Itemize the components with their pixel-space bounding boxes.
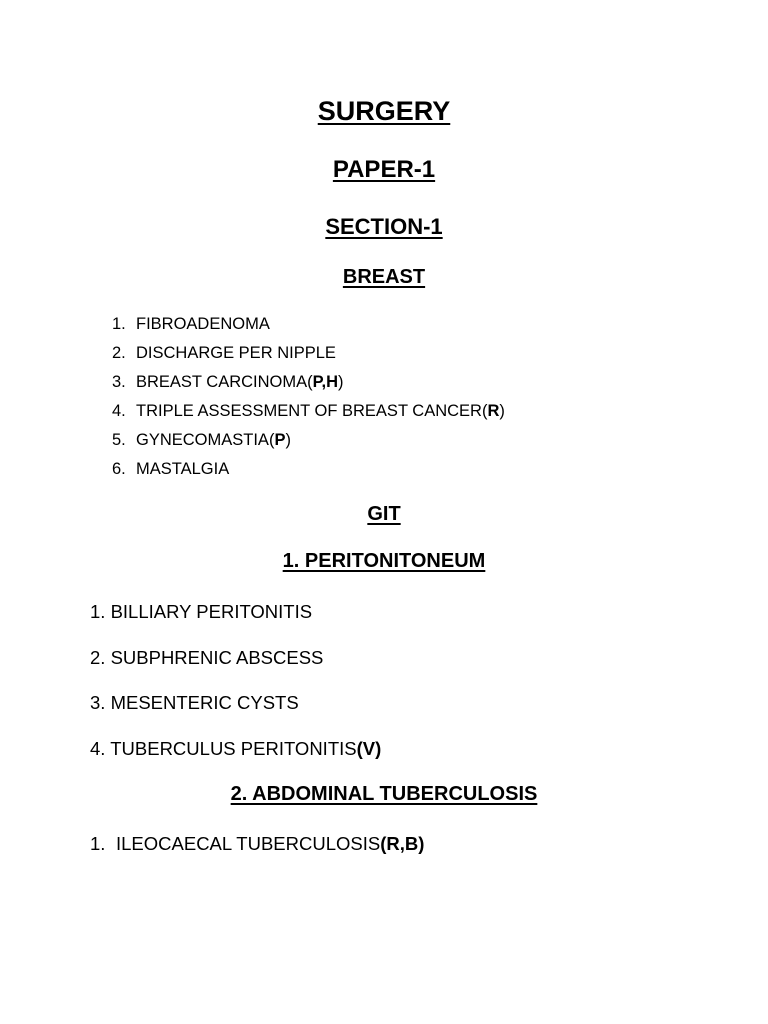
abdominal-tb-topic-list <box>90 831 424 857</box>
item-text: ILEOCAECAL TUBERCULOSIS <box>116 833 381 854</box>
paper-heading: PAPER-1 <box>332 156 436 183</box>
list-item <box>112 370 505 399</box>
list-item <box>90 690 381 736</box>
item-text: TRIPLE ASSESSMENT OF BREAST CANCER <box>136 402 482 420</box>
paren-open: ( <box>307 373 313 391</box>
item-text: FIBROADENOMA <box>136 315 270 333</box>
paren-open: ( <box>268 431 275 449</box>
list-item <box>112 312 505 341</box>
item-text: GYNECOMASTIA <box>136 431 269 449</box>
list-item <box>112 341 505 370</box>
list-item <box>90 645 381 691</box>
item-text: 1. BILLIARY PERITONITIS <box>90 601 313 622</box>
list-item <box>112 428 505 457</box>
peritoneum-heading: 1. PERITONITONEUM <box>282 550 486 572</box>
item-number: 1. <box>112 315 126 333</box>
list-item <box>90 599 381 645</box>
list-item <box>112 457 505 486</box>
item-tag: (R,B) <box>380 833 425 854</box>
abdominal-tb-heading: 2. ABDOMINAL TUBERCULOSIS <box>230 783 538 805</box>
item-tag: P <box>274 431 286 449</box>
item-text: 2. SUBPHRENIC ABSCESS <box>90 646 324 668</box>
item-text: 4. TUBERCULUS PERITONITIS <box>90 737 357 759</box>
item-tag: (V) <box>356 737 382 759</box>
section-heading: SECTION-1 <box>325 214 443 239</box>
item-number: 4. <box>112 402 126 420</box>
paren-open: ( <box>481 402 488 420</box>
list-item <box>90 831 424 857</box>
page-title: SURGERY <box>317 96 451 126</box>
item-number: 6. <box>112 460 126 478</box>
item-text: DISCHARGE PER NIPPLE <box>136 344 336 362</box>
paren-close: ) <box>499 402 505 420</box>
peritoneum-topic-list <box>90 599 381 781</box>
item-number: 5. <box>112 431 126 449</box>
item-text: MASTALGIA <box>136 460 230 478</box>
list-item <box>90 736 381 782</box>
item-number: 1. <box>90 833 106 854</box>
item-tag: R <box>487 402 500 420</box>
breast-heading: BREAST <box>342 266 426 288</box>
paren-close: ) <box>285 431 291 449</box>
paren-close: ) <box>338 373 344 391</box>
list-item <box>112 399 505 428</box>
git-heading: GIT <box>367 503 401 525</box>
item-number: 3. <box>112 373 126 391</box>
item-text: BREAST CARCINOMA <box>136 373 308 391</box>
item-text: 3. MESENTERIC CYSTS <box>90 692 299 713</box>
item-number: 2. <box>112 344 126 362</box>
item-tag: P,H <box>312 373 339 391</box>
breast-topic-list <box>112 312 505 486</box>
